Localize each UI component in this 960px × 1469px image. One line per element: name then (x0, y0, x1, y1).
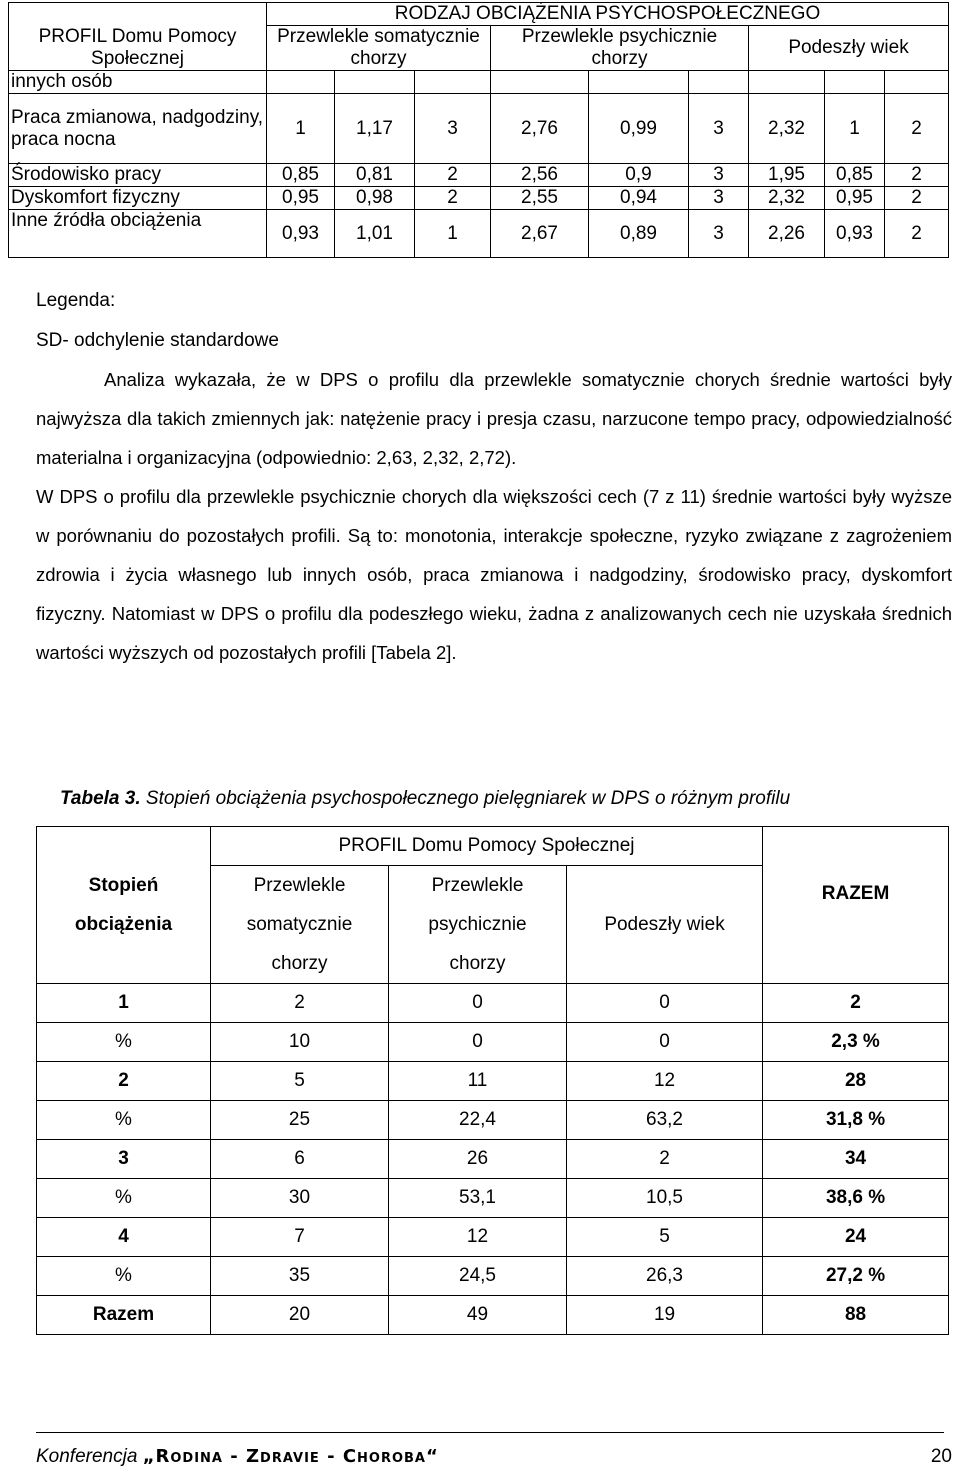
cell: 0,94 (589, 187, 689, 210)
cell: 1 (267, 94, 335, 164)
cell: 2 (211, 984, 389, 1023)
legend-title: Legenda: (36, 290, 116, 311)
cell: 0,95 (825, 187, 885, 210)
header-group: RODZAJ OBCIĄŻENIA PSYCHOSPOŁECZNEGO (267, 3, 949, 26)
analysis-text (36, 360, 952, 672)
cell (589, 71, 689, 94)
caption-label: Tabela 3. (60, 788, 141, 809)
cell: 2,26 (749, 210, 825, 258)
cell: 49 (389, 1296, 567, 1335)
row-label: % (37, 1257, 211, 1296)
cell-total: 38,6 % (763, 1179, 949, 1218)
row-label: Środowisko pracy (9, 164, 267, 187)
cell-total: 28 (763, 1062, 949, 1101)
cell: 0,95 (267, 187, 335, 210)
col-total: RAZEM (763, 827, 949, 984)
col-somatic: Przewlekle somatycznie chorzy (211, 866, 389, 984)
table-row (37, 1023, 949, 1062)
cell: 2 (885, 210, 949, 258)
paragraph (36, 360, 952, 477)
cell (825, 71, 885, 94)
cell: 24,5 (389, 1257, 567, 1296)
row-label: % (37, 1179, 211, 1218)
cell: 2 (415, 164, 491, 187)
table-row (9, 71, 949, 94)
cell-total: 27,2 % (763, 1257, 949, 1296)
cell (749, 71, 825, 94)
cell: 0 (567, 984, 763, 1023)
table-row (37, 1101, 949, 1140)
cell-total: 88 (763, 1296, 949, 1335)
footer-conference: Konferencja (36, 1446, 138, 1467)
profile-header: PROFIL Domu Pomocy Społecznej (9, 3, 267, 71)
cell: 0 (389, 1023, 567, 1062)
cell: 2,76 (491, 94, 589, 164)
cell: 63,2 (567, 1101, 763, 1140)
cell: 35 (211, 1257, 389, 1296)
cell (267, 71, 335, 94)
cell: 12 (389, 1218, 567, 1257)
cell: 1 (415, 210, 491, 258)
cell-total: 2,3 % (763, 1023, 949, 1062)
footer-title: „Rodina - Zdravie - Choroba“ (142, 1446, 439, 1467)
profile-header: PROFIL Domu Pomocy Społecznej (211, 827, 763, 866)
table-row (37, 1296, 949, 1335)
cell: 1,01 (335, 210, 415, 258)
table-row (9, 164, 949, 187)
cell: 0 (389, 984, 567, 1023)
cell: 1,17 (335, 94, 415, 164)
table-row (9, 187, 949, 210)
cell: 12 (567, 1062, 763, 1101)
col-elderly: Podeszły wiek (567, 866, 763, 984)
cell (885, 71, 949, 94)
table-row (37, 1218, 949, 1257)
cell: 5 (211, 1062, 389, 1101)
cell: 3 (415, 94, 491, 164)
col-elderly: Podeszły wiek (749, 26, 949, 71)
cell: 2 (415, 187, 491, 210)
cell: 26 (389, 1140, 567, 1179)
row-label: % (37, 1101, 211, 1140)
cell: 53,1 (389, 1179, 567, 1218)
cell-total: 34 (763, 1140, 949, 1179)
col-somatic: Przewlekle somatycznie chorzy (267, 26, 491, 71)
footer-divider (36, 1432, 944, 1433)
row-label: Praca zmianowa, nadgodziny, praca nocna (9, 94, 267, 164)
cell: 20 (211, 1296, 389, 1335)
cell: 11 (389, 1062, 567, 1101)
paragraph-2: W DPS o profilu dla przewlekle psychicznie chorych dla większości cech (7 z 11) średnie wartości były wyższe w porównaniu do pozostałych profili. Są to: monotonia, interakcje społeczne, ryzyko związane z zagrożeniem zdrowia i życia własnego lub innych osób, praca zmianowa i nadgodziny, środowisko pracy, dyskomfort fizyczny. Natomiast w DPS o profilu dla podeszłego wieku, żadna z analizowanych cech nie uzyskała średnich wartości wyższych od pozostałych profili [Tabela 2]. (36, 486, 952, 663)
table-caption (60, 788, 790, 810)
cell: 0,85 (825, 164, 885, 187)
cell: 3 (689, 164, 749, 187)
cell: 3 (689, 210, 749, 258)
cell: 2,55 (491, 187, 589, 210)
cell: 30 (211, 1179, 389, 1218)
cell: 0,9 (589, 164, 689, 187)
row-label: Razem (37, 1296, 211, 1335)
cell: 0,85 (267, 164, 335, 187)
cell: 2,32 (749, 187, 825, 210)
cell: 2 (885, 164, 949, 187)
col-psych: Przewlekle psychicznie chorzy (491, 26, 749, 71)
cell (335, 71, 415, 94)
cell: 0,81 (335, 164, 415, 187)
table-header-row (9, 3, 949, 26)
cell: 2,56 (491, 164, 589, 187)
cell: 26,3 (567, 1257, 763, 1296)
cell: 2 (567, 1140, 763, 1179)
row-label: 3 (37, 1140, 211, 1179)
row-label: 2 (37, 1062, 211, 1101)
cell: 25 (211, 1101, 389, 1140)
cell: 10,5 (567, 1179, 763, 1218)
cell: 3 (689, 94, 749, 164)
table-row (9, 210, 949, 258)
cell: 6 (211, 1140, 389, 1179)
cell-total: 31,8 % (763, 1101, 949, 1140)
paragraph (36, 477, 952, 672)
cell: 0 (567, 1023, 763, 1062)
cell: 19 (567, 1296, 763, 1335)
col-psych: Przewlekle psychicznie chorzy (389, 866, 567, 984)
load-degree-table (36, 826, 949, 1335)
table-row (37, 984, 949, 1023)
page-number: 20 (930, 1446, 952, 1467)
col-degree: Stopień obciążenia (37, 827, 211, 984)
cell: 0,93 (267, 210, 335, 258)
cell (689, 71, 749, 94)
row-label: Inne źródła obciążenia (9, 210, 267, 258)
cell: 2 (885, 187, 949, 210)
caption-text: Stopień obciążenia psychospołecznego pielęgniarek w DPS o różnym profilu (145, 788, 791, 809)
cell: 22,4 (389, 1101, 567, 1140)
cell-total: 2 (763, 984, 949, 1023)
cell (491, 71, 589, 94)
cell: 7 (211, 1218, 389, 1257)
cell: 0,98 (335, 187, 415, 210)
row-label: 4 (37, 1218, 211, 1257)
psychosocial-load-table (8, 2, 949, 258)
cell: 2,32 (749, 94, 825, 164)
page-footer (36, 1446, 952, 1468)
cell: 0,93 (825, 210, 885, 258)
table-row (37, 1062, 949, 1101)
row-label: innych osób (9, 71, 267, 94)
table-header-row (37, 827, 949, 866)
cell: 2 (885, 94, 949, 164)
table-row (37, 1179, 949, 1218)
paragraph-1: Analiza wykazała, że w DPS o profilu dla przewlekle somatycznie chorych średnie wartości były najwyższa dla takich zmiennych jak: natężenie pracy i presja czasu, narzucone tempo pracy, odpowiedzialność materialna i organizacyjna (odpowiednio: 2,63, 2,32, 2,72). (36, 369, 952, 468)
cell: 1,95 (749, 164, 825, 187)
table-row (37, 1257, 949, 1296)
cell: 2,67 (491, 210, 589, 258)
cell-total: 24 (763, 1218, 949, 1257)
cell: 5 (567, 1218, 763, 1257)
row-label: % (37, 1023, 211, 1062)
legend-sd: SD- odchylenie standardowe (36, 330, 279, 351)
row-label: 1 (37, 984, 211, 1023)
table-row (37, 1140, 949, 1179)
cell: 1 (825, 94, 885, 164)
cell: 10 (211, 1023, 389, 1062)
row-label: Dyskomfort fizyczny (9, 187, 267, 210)
cell: 0,99 (589, 94, 689, 164)
cell (415, 71, 491, 94)
table-row (9, 94, 949, 164)
cell: 0,89 (589, 210, 689, 258)
cell: 3 (689, 187, 749, 210)
